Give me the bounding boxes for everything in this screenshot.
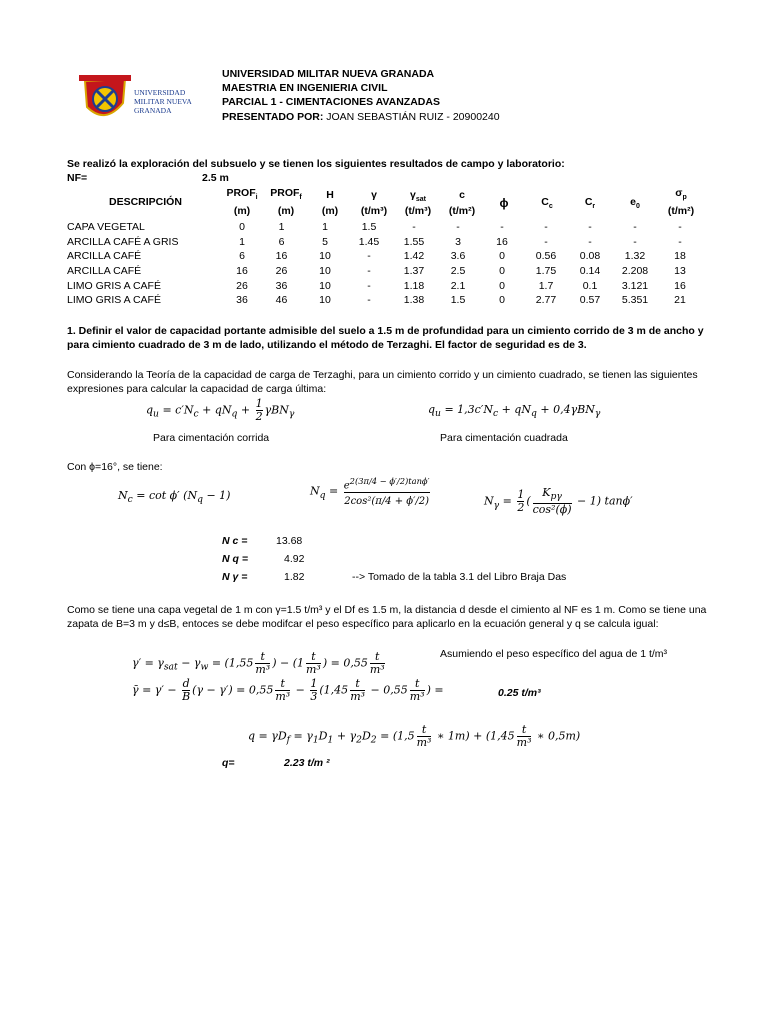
cell: - — [633, 221, 637, 234]
cell: - — [588, 235, 592, 248]
cell: 2.1 — [450, 279, 466, 292]
cell: 1.32 — [624, 250, 646, 263]
header-gamma-sat: $\gamma_{sat}$ — [410, 189, 426, 204]
equation-ny: $N_\gamma$ = $\frac{1}{2}$ ( $\frac{K_{p\gamma}}{\text{cos²(ϕ)}}$ − 1) tanϕ′ — [484, 486, 633, 517]
cell: 18 — [674, 250, 686, 263]
table-row — [67, 220, 702, 235]
cell: ARCILLA CAFÉ A GRIS — [67, 235, 179, 248]
cell: LIMO GRIS A CAFÉ — [67, 294, 161, 307]
table-row — [67, 235, 702, 250]
header-sigma-p-unit: (t/m²) — [667, 205, 695, 217]
intro-text: Se realizó la exploración del subsuelo y se tienen los siguientes resultados de campo y laboratorio: — [67, 158, 565, 170]
cell: 36 — [236, 294, 248, 307]
nq-value: 4.92 — [284, 553, 305, 565]
nf-label: NF= — [67, 172, 88, 184]
cell: - — [367, 294, 371, 307]
equation-nq: $N_q$ = $\frac{e^{2(3\pi/4 - \phi'/2)tan\phi'}}{\text{2cos²(π/4 + ϕ′/2)}}$ — [310, 476, 430, 508]
q-label: q= — [222, 757, 235, 769]
water-note: Asumiendo el peso específico del agua de 1 t/m³ — [440, 648, 668, 660]
cell: 2.77 — [535, 294, 557, 307]
nc-value: 13.68 — [276, 535, 303, 547]
cell: 0.56 — [535, 250, 557, 263]
cell: - — [678, 221, 682, 234]
equation-strip-footing: $q_u = c'N_c + qN_q$ + $\frac{1}{2}$ γBN$_\gamma$ — [146, 397, 295, 423]
cell: 5 — [322, 235, 328, 248]
ny-label: N γ = — [222, 571, 248, 583]
cell: 21 — [674, 294, 686, 307]
phi-text: Con ϕ=16°, se tiene: — [67, 461, 163, 473]
presented-by — [222, 110, 500, 124]
course-name: PARCIAL 1 - CIMENTACIONES AVANZADAS — [222, 96, 440, 109]
q-result: 2.23 t/m ² — [284, 757, 330, 769]
header-e0: $e_0$ — [630, 196, 640, 211]
header-prof-f-unit: (m) — [277, 205, 295, 217]
cell: 16 — [496, 235, 508, 248]
cell: - — [367, 265, 371, 278]
cell: 0.57 — [579, 294, 601, 307]
terzaghi-text: Considerando la Teoría de la capacidad de carga de Terzaghi, para un cimiento corrido y un cimiento cuadrado, se tienen las siguientes expresiones para calcular la capacidad de carga última: — [67, 369, 698, 395]
equation-gamma-prime: $\gamma' = \gamma_{sat} - \gamma_w = (1,55$ $\frac{t}{\text{m³}}$ ) − (1 $\frac{t}{\text{m³}}$ ) = 0,55 $\frac{t}{\text{m³}}$ — [132, 650, 385, 676]
caption-square-footing: Para cimentación cuadrada — [440, 432, 568, 444]
cell: 1.7 — [538, 279, 554, 292]
header-gamma-unit: (t/m³) — [360, 205, 388, 217]
cell: 46 — [275, 294, 288, 307]
question-text: 1. Definir el valor de capacidad portante admisible del suelo a 1.5 m de profundidad para un cimiento corrido de 3 m de ancho y para cimiento cuadrado de 3 m de lado, utilizando el método de Terzaghi. El factor de seguridad es de 3. — [67, 325, 704, 351]
cell: 0.14 — [579, 265, 601, 278]
cell: 1 — [239, 235, 245, 248]
header-prof-i: $PROF_i$ — [226, 187, 258, 202]
header-descripcion: DESCRIPCIÓN — [109, 196, 182, 208]
cell: 1.45 — [358, 235, 380, 248]
program-name: MAESTRIA EN INGENIERIA CIVIL — [222, 82, 388, 95]
header-h: H — [326, 189, 334, 201]
cell: 1.5 — [450, 294, 466, 307]
cell: LIMO GRIS A CAFÉ — [67, 279, 161, 292]
cell: 1 — [278, 221, 285, 234]
table-row — [67, 278, 702, 293]
factors-source: --> Tomado de la tabla 3.1 del Libro Braja Das — [352, 571, 567, 583]
cell: 16 — [275, 250, 288, 263]
cell: - — [500, 221, 504, 234]
nc-label: N c = — [222, 535, 248, 547]
soil-table — [67, 220, 702, 308]
nf-value: 2.5 m — [202, 172, 229, 184]
header-prof-f: $PROF_f$ — [270, 187, 302, 202]
equation-q: $q = \gamma D_f = \gamma_1D_1 + \gamma_2D_2 = (1,5$ $\frac{t}{\text{m³}}$ ∗ 1m) + (1,45 $\frac{t}{\text{m³}}$ ∗ 0,5m) — [248, 723, 581, 749]
equation-nc: $N_c = \cot \phi'$ $(N_q - 1)$ — [118, 489, 231, 506]
university-name: UNIVERSIDAD MILITAR NUEVA GRANADA — [222, 68, 435, 80]
header-c: c — [459, 189, 465, 201]
cell: 0.08 — [579, 250, 601, 263]
cell: 3 — [455, 235, 461, 248]
cell: 1.55 — [403, 235, 425, 248]
cell: 1 — [322, 221, 328, 234]
header-cr: $C_r$ — [584, 196, 596, 211]
gamma-bar-result: 0.25 t/m³ — [498, 687, 541, 699]
cell: 1.5 — [361, 221, 377, 234]
vegetal-text: Como se tiene una capa vegetal de 1 m con γ=1.5 t/m³ y el Df es 1.5 m, la distancia d desde el cimiento al NF es 1 m. Como se tiene una zapata de B=3 m y d≤B, entoces se debe modifcar el peso específico para aplicarlo en la ecuación general y q se calcula igual: — [67, 604, 707, 630]
cell: - — [412, 221, 416, 234]
cell: 1.37 — [403, 265, 425, 278]
cell: 2.5 — [450, 265, 466, 278]
cell: 36 — [275, 279, 288, 292]
presented-label: PRESENTADO POR: — [222, 110, 324, 123]
cell: 3.6 — [450, 250, 466, 263]
cell: 26 — [236, 279, 248, 292]
cell: - — [367, 279, 371, 292]
cell: CAPA VEGETAL — [67, 221, 145, 234]
cell: 0 — [499, 294, 505, 307]
cell: ARCILLA CAFÉ — [67, 265, 142, 278]
cell: 6 — [278, 235, 285, 248]
cell: 16 — [674, 279, 686, 292]
cell: - — [367, 250, 371, 263]
nq-label: N q = — [222, 553, 248, 565]
cell: 10 — [319, 279, 331, 292]
cell: 26 — [275, 265, 288, 278]
cell: 0 — [499, 265, 505, 278]
soil-table-header — [67, 186, 707, 222]
logo-wordmark: UNIVERSIDAD MILITAR NUEVA GRANADA — [134, 88, 192, 115]
cell: 1.18 — [403, 279, 425, 292]
cell: 5.351 — [621, 294, 649, 307]
cell: - — [678, 235, 682, 248]
header-gamma-sat-unit: (t/m³) — [404, 205, 432, 217]
table-row — [67, 264, 702, 279]
presented-name: JOAN SEBASTIÁN RUIZ - 20900240 — [323, 110, 500, 123]
cell: 16 — [236, 265, 248, 278]
header-gamma: γ — [371, 189, 377, 201]
table-row — [67, 249, 702, 264]
cell: 0 — [499, 250, 505, 263]
header-cc: $C_c$ — [541, 196, 553, 211]
cell: 1.42 — [403, 250, 425, 263]
equation-gamma-bar: γ̄ = γ′ − $\frac{d}{B}$ (γ − γ′) = 0,55 $\frac{t}{\text{m³}}$ − $\frac{1}{3}$ (1,45 $\frac{t}{\text{m³}}$ − 0,55 $\frac{t}{\text{m³}}$ ) = — [132, 677, 444, 703]
cell: - — [456, 221, 460, 234]
cell: 2.208 — [621, 265, 649, 278]
header-prof-i-unit: (m) — [233, 205, 251, 217]
cell: - — [544, 221, 548, 234]
cell: 1.75 — [535, 265, 557, 278]
cell: 10 — [319, 294, 331, 307]
equation-square-footing: $q_u = 1,3c'N_c + qN_q + 0,4\gamma BN_\gamma$ — [428, 403, 601, 420]
cell: - — [633, 235, 637, 248]
cell: ARCILLA CAFÉ — [67, 250, 142, 263]
table-row — [67, 293, 702, 308]
cell: 0 — [239, 221, 245, 234]
cell: 10 — [319, 265, 331, 278]
header-c-unit: (t/m²) — [448, 205, 476, 217]
cell: 13 — [674, 265, 686, 278]
ny-value: 1.82 — [284, 571, 305, 583]
caption-strip-footing: Para cimentación corrida — [153, 432, 270, 444]
cell: 3.121 — [621, 279, 649, 292]
header-sigma-p: $\sigma_p$ — [675, 187, 687, 202]
document-header — [222, 67, 500, 124]
cell: 10 — [319, 250, 331, 263]
cell: 0.1 — [582, 279, 598, 292]
header-h-unit: (m) — [321, 205, 339, 217]
header-phi: ϕ — [499, 196, 509, 210]
cell: - — [588, 221, 592, 234]
cell: 0 — [499, 279, 505, 292]
cell: 1.38 — [403, 294, 425, 307]
cell: 6 — [239, 250, 245, 263]
cell: - — [544, 235, 548, 248]
